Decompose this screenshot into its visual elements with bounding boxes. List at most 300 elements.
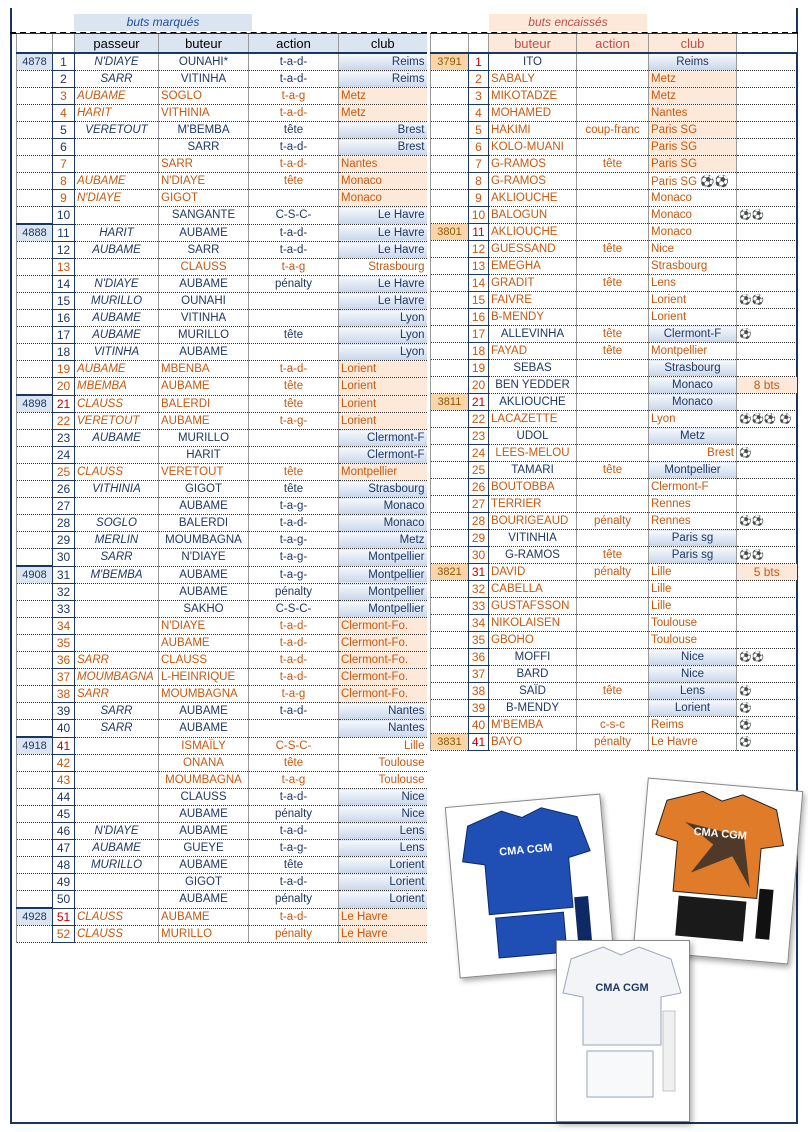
goal-number: 21 [469, 394, 489, 411]
match-ref [431, 71, 469, 88]
action [249, 190, 339, 207]
extra-note [737, 139, 797, 156]
scored-row [17, 276, 427, 293]
extra-note: ⚽⚽ [737, 547, 797, 564]
away-kit-card [556, 940, 690, 1122]
match-ref [17, 207, 53, 225]
col-club-r: club [649, 34, 737, 54]
club: Reims [649, 53, 737, 71]
extra-note: ⚽ [737, 717, 797, 734]
club: Lorient [339, 857, 427, 874]
club: Lorient [339, 891, 427, 909]
match-ref [17, 430, 53, 447]
club: Clermont-Fo. [339, 686, 427, 703]
club: Toulouse [339, 755, 427, 772]
extra-note: ⚽⚽ [737, 292, 797, 309]
match-ref [431, 292, 469, 309]
passer: SARR [75, 686, 159, 703]
action: t-a-d- [249, 71, 339, 88]
scorer: M'BEMBA [159, 122, 249, 139]
goal-number: 36 [469, 649, 489, 666]
extra-note [737, 479, 797, 496]
scored-row [17, 686, 427, 703]
club: Metz [339, 105, 427, 122]
action [577, 139, 649, 156]
club: Metz [649, 88, 737, 105]
club: Lille [649, 564, 737, 581]
scorer: BALOGUN [489, 207, 577, 224]
goal-number: 17 [53, 327, 75, 344]
away-kit-sponsor: CMA CGM [595, 982, 649, 994]
goal-number: 52 [53, 926, 75, 943]
match-ref [431, 309, 469, 326]
action: t-a-d- [249, 53, 339, 71]
action: t-a-d- [249, 224, 339, 242]
scorer: M'BEMBA [489, 717, 577, 734]
goal-number: 11 [469, 224, 489, 241]
scored-row [17, 566, 427, 584]
club: Toulouse [649, 615, 737, 632]
scorer: TAMARI [489, 462, 577, 479]
scorer: BARD [489, 666, 577, 683]
goal-number: 10 [53, 207, 75, 225]
match-ref [17, 635, 53, 652]
scorer: GBOHO [489, 632, 577, 649]
scored-row [17, 190, 427, 207]
extra-note [737, 173, 797, 190]
scorer: AUBAME [159, 891, 249, 909]
scored-row [17, 327, 427, 344]
club: Strasbourg [339, 481, 427, 498]
extra-note: ⚽ [737, 445, 797, 462]
scored-row [17, 720, 427, 738]
passer: AUBAME [75, 430, 159, 447]
club: Lille [339, 737, 427, 755]
goal-number: 40 [469, 717, 489, 734]
goal-number: 24 [469, 445, 489, 462]
goal-number: 39 [469, 700, 489, 717]
club: Monaco [649, 190, 737, 207]
club: Le Havre [339, 926, 427, 943]
passer [75, 447, 159, 464]
goals-scored-table [16, 33, 427, 943]
conceded-row [431, 700, 797, 717]
club: Clermont-Fo. [339, 618, 427, 635]
action: t-a-d- [249, 703, 339, 720]
conceded-row [431, 513, 797, 530]
scorer: AUBAME [159, 344, 249, 361]
extra-note [737, 581, 797, 598]
col-buteur: buteur [159, 34, 249, 54]
scorer: MURILLO [159, 327, 249, 344]
scorer: SARR [159, 156, 249, 173]
scorer: AUBAME [159, 806, 249, 823]
conceded-row [431, 207, 797, 224]
scorer: GRADIT [489, 275, 577, 292]
goal-number: 13 [469, 258, 489, 275]
club: Monaco [339, 515, 427, 532]
action [249, 293, 339, 310]
goal-number: 5 [469, 122, 489, 139]
scorer: BOUTOBBA [489, 479, 577, 496]
scorer: FAYAD [489, 343, 577, 360]
action: t-a-d- [249, 156, 339, 173]
scorer: SOGLO [159, 88, 249, 105]
scored-row [17, 806, 427, 823]
scored-row [17, 139, 427, 156]
goal-number: 32 [469, 581, 489, 598]
scorer: AUBAME [159, 224, 249, 242]
goal-number: 31 [53, 566, 75, 584]
club: Nice [339, 789, 427, 806]
action: t-a-g- [249, 566, 339, 584]
match-ref [431, 156, 469, 173]
conceded-row [431, 394, 797, 411]
club: Lille [649, 581, 737, 598]
passer: SARR [75, 703, 159, 720]
club: Lorient [339, 413, 427, 430]
scorer: GIGOT [159, 190, 249, 207]
action: C-S-C- [249, 207, 339, 225]
scorer: DAVID [489, 564, 577, 581]
scorer: AUBAME [159, 703, 249, 720]
match-ref [431, 411, 469, 428]
club: Reims [649, 717, 737, 734]
match-ref [431, 683, 469, 700]
conceded-row [431, 649, 797, 666]
club: Montpellier [339, 464, 427, 481]
match-ref [431, 649, 469, 666]
goal-number: 45 [53, 806, 75, 823]
goal-number: 22 [469, 411, 489, 428]
match-ref [17, 840, 53, 857]
scorer: MBENBA [159, 361, 249, 378]
scored-row [17, 755, 427, 772]
match-ref [17, 481, 53, 498]
scorer: AKLIOUCHE [489, 190, 577, 207]
passer [75, 618, 159, 635]
scorer: SABALY [489, 71, 577, 88]
passer [75, 874, 159, 891]
match-ref [17, 276, 53, 293]
match-ref [17, 464, 53, 481]
extra-note [737, 598, 797, 615]
conceded-row [431, 717, 797, 734]
scored-row [17, 88, 427, 105]
club: Clermont-F [339, 430, 427, 447]
action: t-a-d- [249, 242, 339, 259]
match-ref [431, 241, 469, 258]
goal-number: 25 [53, 464, 75, 481]
action [577, 207, 649, 224]
club: Lorient [339, 361, 427, 378]
col-action: action [249, 34, 339, 54]
club: Nice [649, 649, 737, 666]
match-ref: 3801 [431, 224, 469, 241]
scored-row [17, 601, 427, 618]
scored-row [17, 926, 427, 943]
extra-note [737, 615, 797, 632]
club: Lyon [339, 327, 427, 344]
club: Lens [649, 275, 737, 292]
scored-row [17, 549, 427, 567]
match-ref [431, 105, 469, 122]
scorer: B-MENDY [489, 700, 577, 717]
match-ref [17, 601, 53, 618]
action: t-a-d- [249, 105, 339, 122]
match-ref [431, 343, 469, 360]
extra-note [737, 53, 797, 71]
scorer: MURILLO [159, 926, 249, 943]
extra-note [737, 632, 797, 649]
goal-number: 15 [469, 292, 489, 309]
goal-number: 49 [53, 874, 75, 891]
conceded-row [431, 615, 797, 632]
action: C-S-C- [249, 737, 339, 755]
conceded-row [431, 343, 797, 360]
passer [75, 259, 159, 276]
action [577, 666, 649, 683]
match-ref [17, 857, 53, 874]
match-ref [17, 720, 53, 738]
scorer: GUSTAFSSON [489, 598, 577, 615]
extra-note: ⚽⚽ [737, 513, 797, 530]
passer: VERETOUT [75, 413, 159, 430]
match-ref [17, 549, 53, 567]
club: Monaco [649, 377, 737, 394]
scorer: VITINHIA [489, 530, 577, 547]
club: Lens [649, 683, 737, 700]
match-ref [17, 891, 53, 909]
scored-row [17, 156, 427, 173]
match-ref [431, 479, 469, 496]
goal-number: 14 [469, 275, 489, 292]
action: tête [249, 464, 339, 481]
scorer: N'DIAYE [159, 549, 249, 567]
action [577, 105, 649, 122]
club: Nantes [339, 156, 427, 173]
scorer: GUESSAND [489, 241, 577, 258]
club: Reims [339, 71, 427, 88]
club: Nice [339, 806, 427, 823]
scorer: CLAUSS [159, 652, 249, 669]
action: t-a-d- [249, 361, 339, 378]
club: Rennes [649, 513, 737, 530]
scorer: SEBAS [489, 360, 577, 377]
conceded-row [431, 326, 797, 343]
club: Le Havre [339, 908, 427, 926]
action: pénalty [249, 891, 339, 909]
match-ref [431, 258, 469, 275]
match-ref [17, 652, 53, 669]
action [577, 377, 649, 394]
goal-number: 38 [469, 683, 489, 700]
goal-number: 31 [469, 564, 489, 581]
goal-number: 16 [53, 310, 75, 327]
match-ref [431, 547, 469, 564]
action: pénalty [577, 564, 649, 581]
action [577, 53, 649, 71]
club: Clermont-F [649, 326, 737, 343]
scored-row [17, 908, 427, 926]
match-ref [17, 515, 53, 532]
club: Montpellier [649, 462, 737, 479]
scorer: TERRIER [489, 496, 577, 513]
action [249, 720, 339, 738]
scorer: SAKHO [159, 601, 249, 618]
action [577, 190, 649, 207]
action: pénalty [577, 734, 649, 751]
extra-note: ⚽ [737, 700, 797, 717]
match-ref [17, 823, 53, 840]
extra-note [737, 190, 797, 207]
scorer: SARR [159, 242, 249, 259]
scorer: MOUMBAGNA [159, 532, 249, 549]
match-ref: 4908 [17, 566, 53, 584]
passer: VERETOUT [75, 122, 159, 139]
extra-note: ⚽ [737, 326, 797, 343]
scored-row [17, 618, 427, 635]
passer [75, 139, 159, 156]
scored-row [17, 481, 427, 498]
match-ref [17, 156, 53, 173]
action [577, 394, 649, 411]
goal-number: 28 [469, 513, 489, 530]
scorer: AUBAME [159, 413, 249, 430]
goal-number: 18 [53, 344, 75, 361]
action: t-a-d- [249, 635, 339, 652]
passer: MURILLO [75, 857, 159, 874]
goal-number: 11 [53, 224, 75, 242]
passer: SARR [75, 652, 159, 669]
extra-note [737, 530, 797, 547]
action [577, 411, 649, 428]
scorer: N'DIAYE [159, 173, 249, 190]
action [577, 530, 649, 547]
club: Reims [339, 53, 427, 71]
match-ref [431, 581, 469, 598]
scorer: AUBAME [159, 498, 249, 515]
passer [75, 207, 159, 225]
goal-number: 7 [469, 156, 489, 173]
scored-row [17, 652, 427, 669]
goal-number: 35 [469, 632, 489, 649]
club: Le Havre [339, 207, 427, 225]
match-ref: 4878 [17, 53, 53, 71]
goal-number: 1 [53, 53, 75, 71]
club: Lorient [649, 292, 737, 309]
extra-note [737, 88, 797, 105]
action: pénalty [249, 926, 339, 943]
club: Clermont-Fo. [339, 635, 427, 652]
match-ref [17, 173, 53, 190]
scorer: VERETOUT [159, 464, 249, 481]
action: tête [577, 343, 649, 360]
action [577, 649, 649, 666]
passer: M'BEMBA [75, 566, 159, 584]
passer: SARR [75, 549, 159, 567]
match-ref [17, 447, 53, 464]
passer [75, 635, 159, 652]
match-ref [17, 71, 53, 88]
passer: MOUMBAGNA [75, 669, 159, 686]
goal-number: 41 [469, 734, 489, 751]
club: Le Havre [339, 242, 427, 259]
conceded-row [431, 105, 797, 122]
scorer: AKLIOUCHE [489, 394, 577, 411]
passer: MBEMBA [75, 378, 159, 396]
scored-row [17, 874, 427, 891]
col-buteur-r: buteur [489, 34, 577, 54]
passer: SOGLO [75, 515, 159, 532]
conceded-row [431, 632, 797, 649]
passer: SARR [75, 71, 159, 88]
club: Brest [649, 445, 737, 462]
club: Metz [649, 71, 737, 88]
club: Le Havre [339, 224, 427, 242]
scorer: L-HEINRIQUE [159, 669, 249, 686]
scorer: UDOL [489, 428, 577, 445]
club: Strasbourg [649, 258, 737, 275]
goal-number: 20 [469, 377, 489, 394]
scorer: SARR [159, 139, 249, 156]
conceded-row [431, 224, 797, 241]
passer [75, 789, 159, 806]
col-action-r: action [577, 34, 649, 54]
scored-row [17, 378, 427, 396]
goal-number: 37 [469, 666, 489, 683]
home-kit-sponsor: CMA CGM [498, 841, 553, 859]
scored-row [17, 515, 427, 532]
extra-note [737, 666, 797, 683]
match-ref [431, 700, 469, 717]
action: pénalty [577, 513, 649, 530]
match-ref [17, 378, 53, 396]
club: Lorient [339, 874, 427, 891]
scored-row [17, 891, 427, 909]
scorer: MOUMBAGNA [159, 686, 249, 703]
goal-number: 37 [53, 669, 75, 686]
action [577, 88, 649, 105]
match-ref [431, 377, 469, 394]
left-header-row [17, 34, 427, 54]
goal-number: 19 [469, 360, 489, 377]
scorer: OUNAHI* [159, 53, 249, 71]
passer [75, 584, 159, 601]
scorer: SANGANTE [159, 207, 249, 225]
conceded-row [431, 564, 797, 581]
conceded-row [431, 581, 797, 598]
club: Clermont-F [649, 479, 737, 496]
match-ref [431, 360, 469, 377]
passer [75, 772, 159, 789]
scored-row [17, 395, 427, 413]
match-ref [17, 772, 53, 789]
scored-row [17, 293, 427, 310]
action [577, 632, 649, 649]
match-ref [17, 327, 53, 344]
club: Lorient [649, 309, 737, 326]
action: t-a-d- [249, 652, 339, 669]
extra-note [737, 496, 797, 513]
match-ref [17, 755, 53, 772]
match-ref [17, 806, 53, 823]
action: t-a-g [249, 88, 339, 105]
goal-number: 34 [469, 615, 489, 632]
extra-note [737, 241, 797, 258]
conceded-row [431, 411, 797, 428]
club: Nantes [339, 703, 427, 720]
